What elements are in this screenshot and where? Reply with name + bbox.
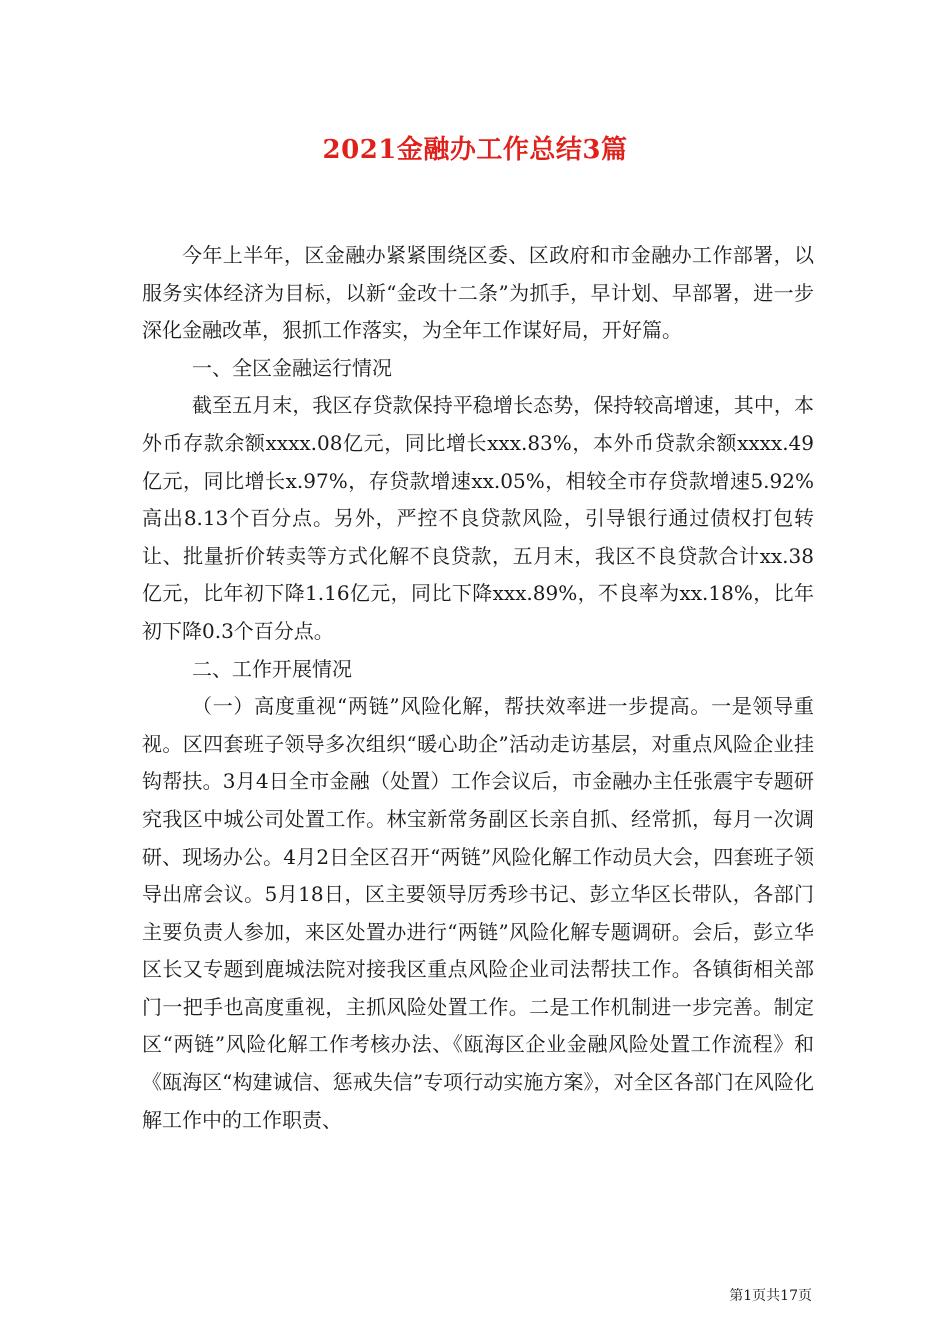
page-number: 第1页共17页 [729, 1288, 812, 1304]
section-heading-2: 二、工作开展情况 [192, 656, 352, 681]
document-body [142, 237, 814, 1139]
document-title: 2021金融办工作总结3篇 [322, 135, 628, 165]
section-heading-1: 一、全区金融运行情况 [192, 355, 392, 380]
section-1-paragraph: 截至五月末，我区存贷款保持平稳增长态势，保持较高增速，其中，本外币存款余额xxxx.08亿元，同比增长xxx.83%，本外币贷款余额xxxx.49亿元，同比增长x.97%，存贷款增速xx.05%，相较全市存贷款增速5.92%高出8.13个百分点。另外，严控不良贷款风险，引导银行通过债权打包转让、批量折价转卖等方式化解不良贷款，五月末，我区不良贷款合计xx.38亿元，比年初下降1.16亿元，同比下降xxx.89%，不良率为xx.18%，比年初下降0.3个百分点。 [142, 393, 814, 643]
intro-paragraph: 今年上半年，区金融办紧紧围绕区委、区政府和市金融办工作部署，以服务实体经济为目标，以新“金改十二条”为抓手，早计划、早部署，进一步深化金融改革，狠抓工作落实，为全年工作谋好局，开好篇。 [142, 243, 814, 343]
section-2-paragraph: （一）高度重视“两链”风险化解，帮扶效率进一步提高。一是领导重视。区四套班子领导多次组织“暖心助企”活动走访基层，对重点风险企业挂钩帮扶。3月4日全市金融（处置）工作会议后，市金融办主任张震宇专题研究我区中城公司处置工作。林宝新常务副区长亲自抓、经常抓，每月一次调研、现场办公。4月2日全区召开“两链”风险化解工作动员大会，四套班子领导出席会议。5月18日，区主要领导厉秀珍书记、彭立华区长带队，各部门主要负责人参加，来区处置办进行“两链”风险化解专题调研。会后，彭立华区长又专题到鹿城法院对接我区重点风险企业司法帮扶工作。各镇街相关部门一把手也高度重视，主抓风险处置工作。二是工作机制进一步完善。制定区“两链”风险化解工作考核办法、《瓯海区企业金融风险处置工作流程》和《瓯海区“构建诚信、惩戒失信”专项行动实施方案》，对全区各部门在风险化解工作中的工作职责、 [142, 694, 814, 1132]
